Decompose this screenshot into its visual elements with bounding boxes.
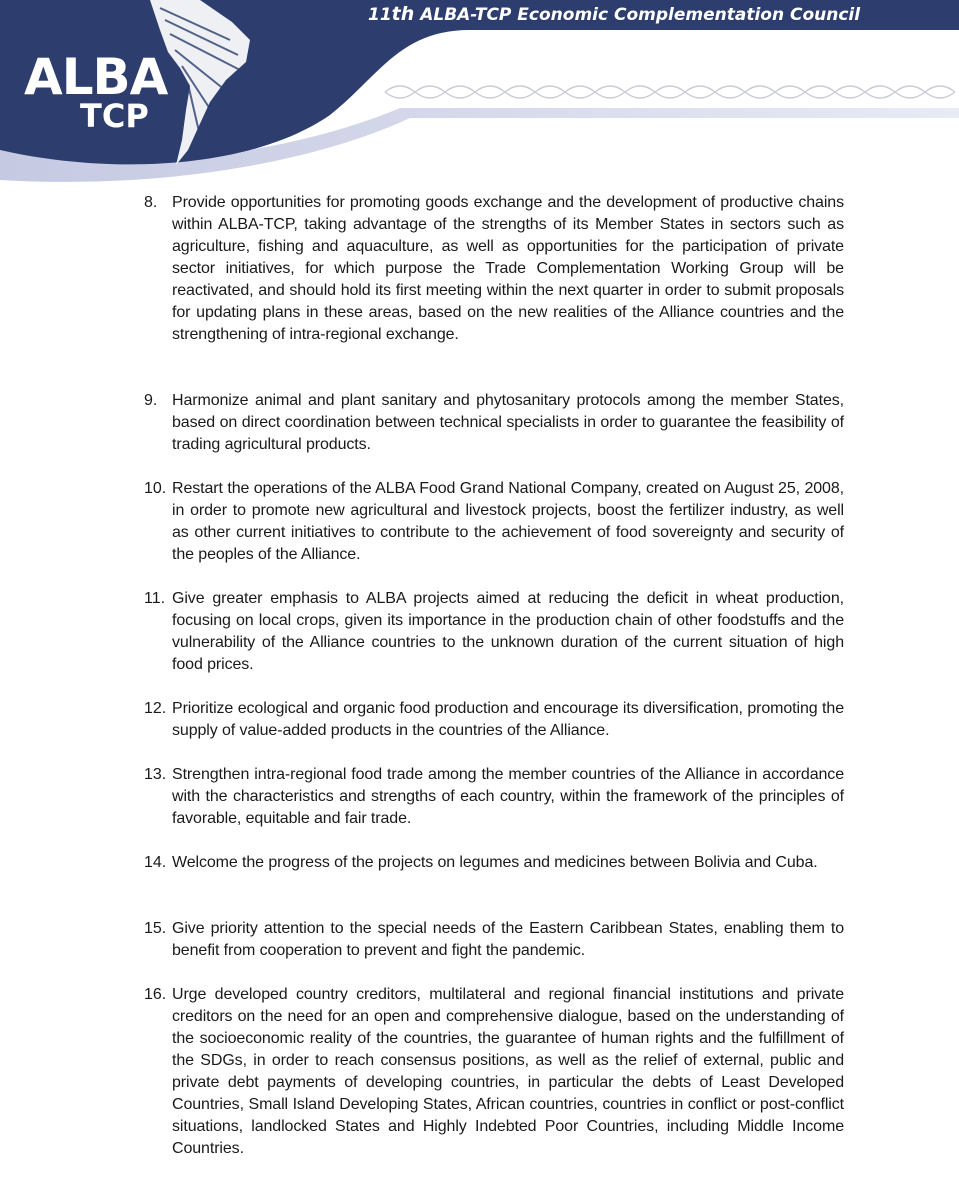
list-item <box>144 192 844 390</box>
council-title <box>368 2 928 27</box>
page-header <box>0 0 959 190</box>
item-number: 15. <box>144 920 167 937</box>
council-name: ALBA-TCP Economic Complementation Council <box>414 5 861 25</box>
item-number: 14. <box>144 854 167 871</box>
item-text: Provide opportunities for promoting goods exchange and the development of productive chains within ALBA-TCP, taking advantage of the strengths of its Member States in sectors such as agriculture, fishing and aquaculture, as well as opportunities for the participation of private sector initiatives, for which purpose the Trade Complementation Working Group will be reactivated, and should hold its first meeting within the next quarter in order to submit proposals for updating plans in these areas, based on the new realities of the Alliance countries and the strengthening of intra-regional exchange. <box>172 194 844 343</box>
resolution-list <box>144 192 844 1160</box>
item-number: 8. <box>144 194 158 211</box>
list-item <box>144 698 844 764</box>
logo-alba: ALBA <box>24 48 168 106</box>
list-item <box>144 918 844 984</box>
item-text: Harmonize animal and plant sanitary and phytosanitary protocols among the member States, based on direct coordination between technical specialists in order to guarantee the feasibility of trading agricultural products. <box>172 392 844 453</box>
list-item <box>144 764 844 852</box>
item-number: 10. <box>144 480 167 497</box>
council-number: 11 <box>368 5 392 25</box>
council-ordinal: th <box>391 3 415 25</box>
item-number: 12. <box>144 700 167 717</box>
list-item <box>144 984 844 1160</box>
item-text: Urge developed country creditors, multilateral and regional financial institutions and private creditors on the need for an open and comprehensive dialogue, based on the understanding of the socioeconomic reality of the countries, the guarantee of human rights and the fulfillment of the SDGs, in order to reach consensus positions, as well as the relief of external, public and private debt payments of developing countries, in particular the debts of Least Developed Countries, Small Island Developing States, African countries, countries in conflict or post-conflict situations, landlocked States and Highly Indebted Poor Countries, including Middle Income Countries. <box>172 986 844 1157</box>
item-text: Strengthen intra-regional food trade among the member countries of the Alliance in accordance with the characteristics and strengths of each country, within the framework of the principles of favorable, equitable and fair trade. <box>172 766 844 827</box>
list-item <box>144 390 844 478</box>
item-text: Welcome the progress of the projects on legumes and medicines between Bolivia and Cuba. <box>172 854 818 871</box>
item-text: Give priority attention to the special needs of the Eastern Caribbean States, enabling them to benefit from cooperation to prevent and fight the pandemic. <box>172 920 844 959</box>
logo-tcp: TCP <box>80 97 149 135</box>
item-number: 16. <box>144 986 167 1003</box>
list-item <box>144 478 844 588</box>
item-text: Prioritize ecological and organic food production and encourage its diversification, promoting the supply of value-added products in the countries of the Alliance. <box>172 700 844 739</box>
item-text: Restart the operations of the ALBA Food Grand National Company, created on August 25, 2008, in order to promote new agricultural and livestock projects, boost the fertilizer industry, as well as other current initiatives to contribute to the achievement of food sovereignty and security of the peoples of the Alliance. <box>172 480 844 563</box>
item-text: Give greater emphasis to ALBA projects aimed at reducing the deficit in wheat production, focusing on local crops, given its importance in the production chain of other foodstuffs and the vulnerability of the Alliance countries to the unknown duration of the current situation of high food prices. <box>172 590 844 673</box>
item-number: 11. <box>144 590 166 607</box>
list-item <box>144 852 844 918</box>
item-number: 9. <box>144 392 158 409</box>
chain-ornament <box>385 86 955 98</box>
list-item <box>144 588 844 698</box>
item-number: 13. <box>144 766 167 783</box>
